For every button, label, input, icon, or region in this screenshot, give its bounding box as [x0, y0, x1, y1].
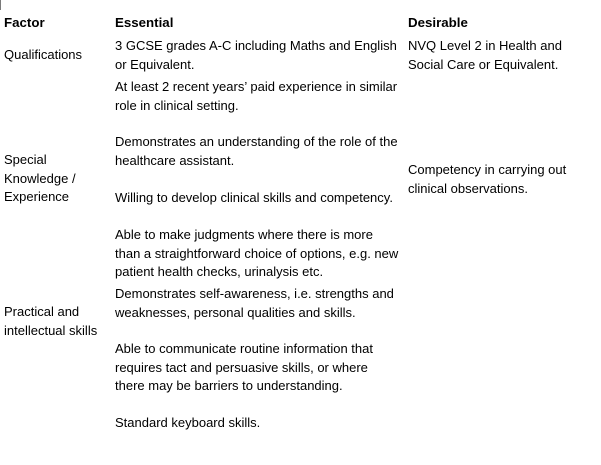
- essential-keyboard: Standard keyboard skills.: [115, 415, 261, 430]
- essential-communicate-line: there may be barriers to understanding.: [115, 378, 343, 393]
- desirable-competency-line: Competency in carrying out: [408, 162, 567, 177]
- essential-communicate-line: requires tact and persuasive skills, or where: [115, 359, 368, 375]
- essential-experience-line: role in clinical setting.: [115, 97, 239, 113]
- essential-gcse: [115, 37, 397, 74]
- essential-experience-line: At least 2 recent years’ paid experience in similar: [115, 79, 398, 94]
- essential-gcse-line: or Equivalent.: [115, 56, 195, 72]
- factor-qualifications: Qualifications: [4, 47, 83, 62]
- factor-special-knowledge-line: Experience: [4, 189, 70, 204]
- essential-communicate: [115, 340, 373, 396]
- essential-judgments-line: patient health checks, urinalysis etc.: [115, 264, 324, 279]
- essential-willing: Willing to develop clinical skills and competency.: [115, 190, 393, 205]
- essential-judgments-line: than a straightforward choice of options, e.g. new: [115, 245, 399, 261]
- factor-practical-line: intellectual skills: [4, 322, 98, 338]
- desirable-nvq-line: NVQ Level 2 in Health and: [408, 38, 562, 53]
- desirable-competency: [408, 161, 566, 198]
- essential-understanding-line: Demonstrates an understanding of the role of the: [115, 134, 398, 149]
- factor-practical: [4, 303, 97, 340]
- factor-special-knowledge: [4, 151, 76, 207]
- essential-understanding: [115, 133, 398, 170]
- factor-special-knowledge-line: Special: [4, 152, 47, 167]
- desirable-nvq-line: Social Care or Equivalent.: [408, 56, 559, 72]
- essential-judgments: [115, 226, 398, 282]
- factor-special-knowledge-line: Knowledge /: [4, 170, 76, 186]
- desirable-competency-line: clinical observations.: [408, 180, 528, 196]
- corner-mark: [0, 0, 1, 10]
- header-desirable: Desirable: [408, 15, 468, 30]
- header-essential: Essential: [115, 15, 174, 30]
- header-factor: Factor: [4, 15, 45, 30]
- essential-self-awareness: [115, 285, 394, 322]
- essential-gcse-line: 3 GCSE grades A-C including Maths and English: [115, 38, 397, 53]
- essential-experience: [115, 78, 397, 115]
- factor-practical-line: Practical and: [4, 304, 80, 319]
- desirable-nvq: [408, 37, 562, 74]
- essential-understanding-line: healthcare assistant.: [115, 152, 235, 168]
- essential-self-awareness-line: Demonstrates self-awareness, i.e. strengths and: [115, 286, 394, 301]
- essential-judgments-line: Able to make judgments where there is more: [115, 227, 373, 242]
- essential-communicate-line: Able to communicate routine information that: [115, 341, 373, 356]
- essential-self-awareness-line: weaknesses, personal qualities and skills.: [115, 304, 356, 320]
